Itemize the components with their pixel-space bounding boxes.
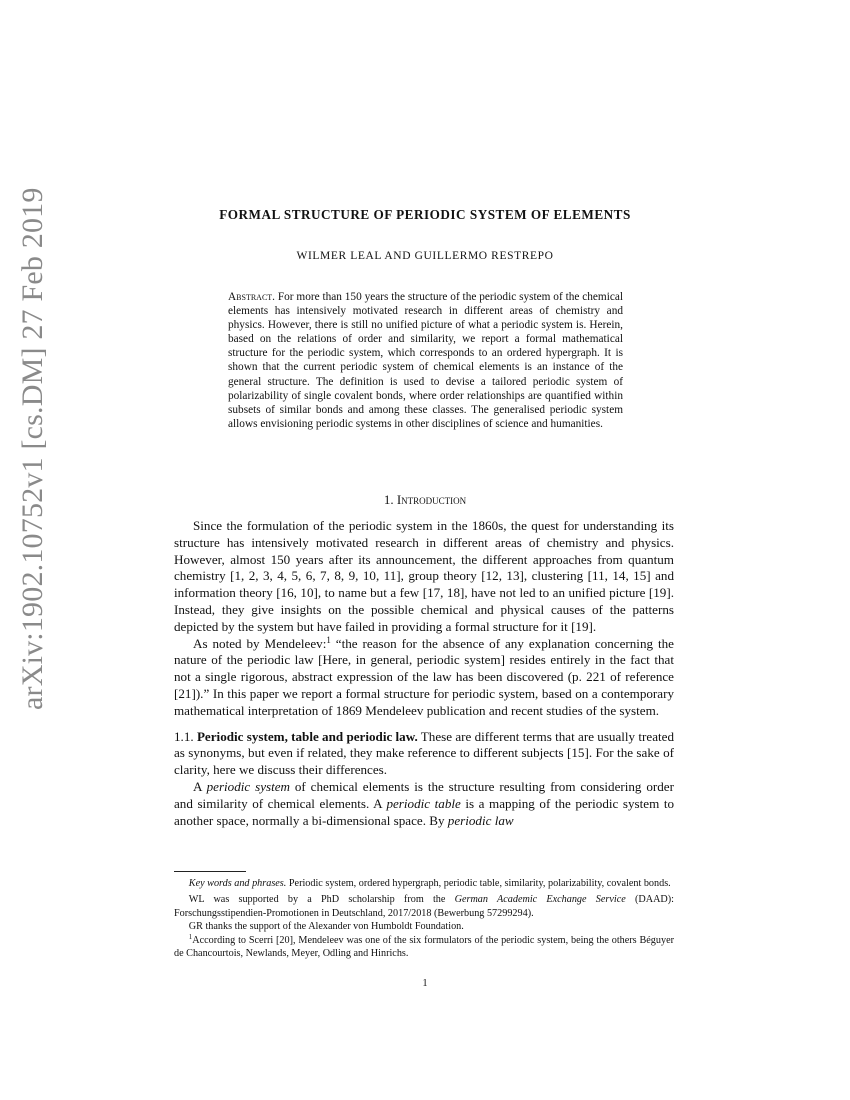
paragraph-3: These are different terms that are usually treated as synonyms, but even if related, they make reference to different subjects [15]. For the sake of clarity, here we discuss their differences.	[174, 728, 675, 778]
footnote-funding-gr: GR thanks the support of the Alexander von Humboldt Foundation.	[188, 921, 464, 933]
abstract-text: For more than 150 years the structure of the periodic system of the chemical elements has intensively motivated research in different areas of chemistry and physics. However, there is still no unified picture of what a periodic system is. Herein, based on the relations of order and similarity, we report a formal mathematical structure for the periodic system, which corresponds to an ordered hypergraph. It is shown that the current periodic system of chemical elements is an instance of the general structure. The definition is used to devise a tailored periodic system of polarizability of single covalent bonds, where order relationships are quantified within subsets of similar bonds and among these classes. The generalised periodic system allows envisioning periodic systems in other disciplines of science and humanities.	[228, 291, 623, 430]
paragraph-4-part-b: of chemical elements is the structure resulting from considering order and similarity of chemical elements. A	[174, 778, 674, 811]
keywords-text: Periodic system, ordered hypergraph, periodic table, similarity, polarizability, covalent bonds.	[286, 878, 671, 889]
keywords-label: Key words and phrases.	[188, 878, 287, 889]
paragraph-4-part-c: is a mapping of the periodic system to another space, normally a bi-dimensional space. By	[174, 795, 675, 828]
paragraph-4-part-a: A	[192, 778, 207, 794]
paragraph-2-quote: “the reason for the absence of any explanation concerning the nature of the periodic law [Here, in general, periodic system] resides entirely in the fact that not a single rigorous, abstract expression of the law has been discovered (p. 221 of reference [21]).” In this paper we report a formal structure for periodic system, based on a contemporary mathematical interpretation of 1869 Mendeleev publication and recent studies of the system.	[174, 635, 674, 718]
footnotes	[174, 877, 674, 960]
page-number: 1	[422, 978, 428, 989]
footnote-funding-wl	[174, 893, 674, 920]
funding-wl-part-b: (DAAD): Forschungsstipendien-Promotionen in Deutschland, 2017/2018 (Bewerbung 57299294).	[174, 894, 675, 919]
paragraph-4	[174, 779, 674, 829]
footnote-1-text: According to Scerri [20], Mendeleev was one of the six formulators of the periodic system, being the others Béguyer de Chancourtois, Newlands, Meyer, Odling and Hinrichs.	[174, 934, 674, 960]
funding-agency: German Academic Exchange Service	[454, 894, 626, 906]
author-list: WILMER LEAL AND GUILLERMO RESTREPO	[296, 250, 554, 262]
subsection-1-1	[174, 729, 674, 779]
section-number: 1.	[383, 492, 394, 507]
arxiv-identifier-stamp: arXiv:1902.10752v1 [cs.DM] 27 Feb 2019	[16, 187, 49, 710]
paragraph-2	[174, 636, 674, 720]
term-periodic-system: periodic system	[206, 778, 291, 794]
term-periodic-law: periodic law	[447, 812, 514, 828]
paper-title: FORMAL STRUCTURE OF PERIODIC SYSTEM OF ELEMENTS	[219, 207, 631, 222]
footnote-1	[174, 934, 674, 961]
section-heading-introduction	[0, 492, 850, 508]
subsection-title: Periodic system, table and periodic law.	[196, 728, 418, 744]
footnote-rule	[174, 871, 246, 872]
paragraph-2-lead: As noted by Mendeleev:	[192, 635, 327, 651]
footnote-1-marker: 1	[326, 634, 331, 645]
subsection-number: 1.1.	[174, 728, 194, 744]
abstract-label: Abstract.	[228, 291, 275, 303]
abstract	[228, 290, 623, 431]
funding-wl-part-a: WL was supported by a PhD scholarship from the	[188, 894, 455, 906]
footnote-1-number: 1	[188, 933, 193, 941]
footnote-keywords	[174, 877, 674, 890]
term-periodic-table: periodic table	[386, 795, 461, 811]
section-title: Introduction	[396, 492, 467, 507]
body-text	[174, 518, 674, 829]
paragraph-1: Since the formulation of the periodic system in the 1860s, the quest for understanding its structure has intensively motivated research in different areas of chemistry and physics. However, almost 150 years after its announcement, the different approaches from quantum chemistry [1, 2, 3, 4, 5, 6, 7, 8, 9, 10, 11], group theory [12, 13], clustering [11, 14, 15] and information theory [16, 10], to name but a few [17, 18], have not led to an unified picture [19]. Instead, they give insights on the possible chemical and physical causes of the patterns depicted by the system but have failed in providing a formal structure for it [19].	[174, 518, 674, 634]
